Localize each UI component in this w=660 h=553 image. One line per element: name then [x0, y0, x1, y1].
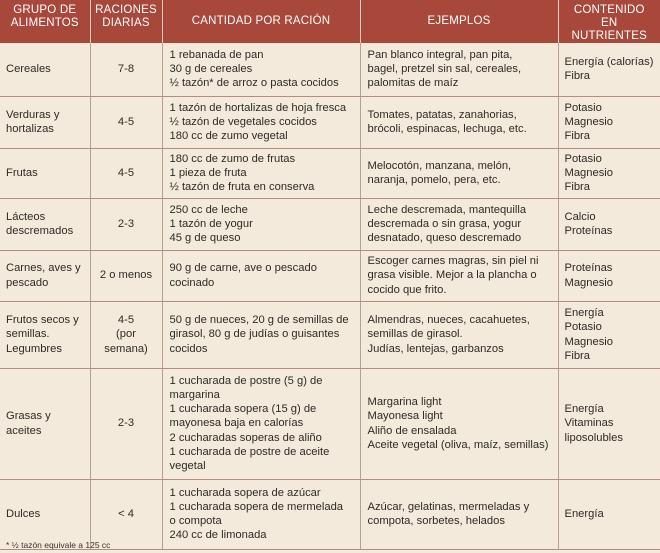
header-cantidad: CANTIDAD POR RACIÓN	[162, 0, 360, 43]
header-nutrientes: CONTENIDO EN NUTRIENTES	[558, 0, 660, 43]
cell-ejemplos: Leche descremada, mantequilla descremada o sin grasa, yogur desnatado, queso descremado	[360, 198, 558, 250]
footnote: * ½ tazón equivale a 125 cc	[6, 540, 111, 550]
cell-cantidad: 1 rebanada de pan 30 g de cereales ½ tazón* de arroz o pasta cocidos	[162, 43, 360, 96]
cell-cantidad: 1 cucharada sopera de azúcar 1 cucharada sopera de mermelada o compota 240 cc de limonada	[162, 479, 360, 549]
cell-grupo: Frutos secos y semillas. Legumbres	[0, 301, 90, 368]
table-row	[0, 368, 660, 479]
cell-raciones: 7-8	[90, 43, 162, 96]
cell-raciones: 2-3	[90, 368, 162, 479]
cell-grupo: Verduras y hortalizas	[0, 96, 90, 148]
cell-nutrientes: Potasio Magnesio Fibra	[558, 148, 660, 198]
cell-raciones: 4-5	[90, 148, 162, 198]
cell-nutrientes: Calcio Proteínas	[558, 198, 660, 250]
cell-ejemplos: Azúcar, gelatinas, mermeladas y compota, sorbetes, helados	[360, 479, 558, 549]
cell-grupo: Dulces	[0, 479, 90, 549]
table-row	[0, 301, 660, 368]
header-grupo: GRUPO DE ALIMENTOS	[0, 0, 90, 43]
cell-raciones: 2 o menos	[90, 250, 162, 301]
cell-grupo: Lácteos descremados	[0, 198, 90, 250]
cell-cantidad: 50 g de nueces, 20 g de semillas de girasol, 80 g de judías o guisantes cocidos	[162, 301, 360, 368]
cell-ejemplos: Almendras, nueces, cacahuetes, semillas de girasol. Judías, lentejas, garbanzos	[360, 301, 558, 368]
header-raciones: RACIONES DIARIAS	[90, 0, 162, 43]
cell-ejemplos: Escoger carnes magras, sin piel ni grasa visible. Mejor a la plancha o cocido que frito.	[360, 250, 558, 301]
cell-raciones: 4-5 (por semana)	[90, 301, 162, 368]
header-ejemplos: EJEMPLOS	[360, 0, 558, 43]
cell-raciones: < 4	[90, 479, 162, 549]
cell-cantidad: 180 cc de zumo de frutas 1 pieza de fruta ½ tazón de fruta en conserva	[162, 148, 360, 198]
cell-ejemplos: Pan blanco integral, pan pita, bagel, pretzel sin sal, cereales, palomitas de maíz	[360, 43, 558, 96]
table-row	[0, 479, 660, 549]
cell-nutrientes: Energía (calorías) Fibra	[558, 43, 660, 96]
cell-ejemplos: Margarina light Mayonesa light Aliño de ensalada Aceite vegetal (oliva, maíz, semillas)	[360, 368, 558, 479]
table-row	[0, 148, 660, 198]
cell-nutrientes: Energía Vitaminas liposolubles	[558, 368, 660, 479]
cell-grupo: Grasas y aceites	[0, 368, 90, 479]
table-header-row	[0, 0, 660, 43]
cell-raciones: 4-5	[90, 96, 162, 148]
cell-grupo: Cereales	[0, 43, 90, 96]
cell-cantidad: 250 cc de leche 1 tazón de yogur 45 g de queso	[162, 198, 360, 250]
table-row	[0, 96, 660, 148]
cell-raciones: 2-3	[90, 198, 162, 250]
cell-nutrientes: Energía Potasio Magnesio Fibra	[558, 301, 660, 368]
cell-ejemplos: Tomates, patatas, zanahorias, brócoli, espinacas, lechuga, etc.	[360, 96, 558, 148]
table-row	[0, 250, 660, 301]
cell-grupo: Frutas	[0, 148, 90, 198]
cell-grupo: Carnes, aves y pescado	[0, 250, 90, 301]
table-row	[0, 198, 660, 250]
cell-ejemplos: Melocotón, manzana, melón, naranja, pomelo, pera, etc.	[360, 148, 558, 198]
cell-cantidad: 1 cucharada de postre (5 g) de margarina 1 cucharada sopera (15 g) de mayonesa baja en calorías 2 cucharadas soperas de aliño 1 cucharada de postre de aceite vegetal	[162, 368, 360, 479]
cell-nutrientes: Energía	[558, 479, 660, 549]
cell-cantidad: 90 g de carne, ave o pescado cocinado	[162, 250, 360, 301]
cell-nutrientes: Proteínas Magnesio	[558, 250, 660, 301]
cell-nutrientes: Potasio Magnesio Fibra	[558, 96, 660, 148]
table-row	[0, 43, 660, 96]
cell-cantidad: 1 tazón de hortalizas de hoja fresca ½ tazón de vegetales cocidos 180 cc de zumo vegetal	[162, 96, 360, 148]
